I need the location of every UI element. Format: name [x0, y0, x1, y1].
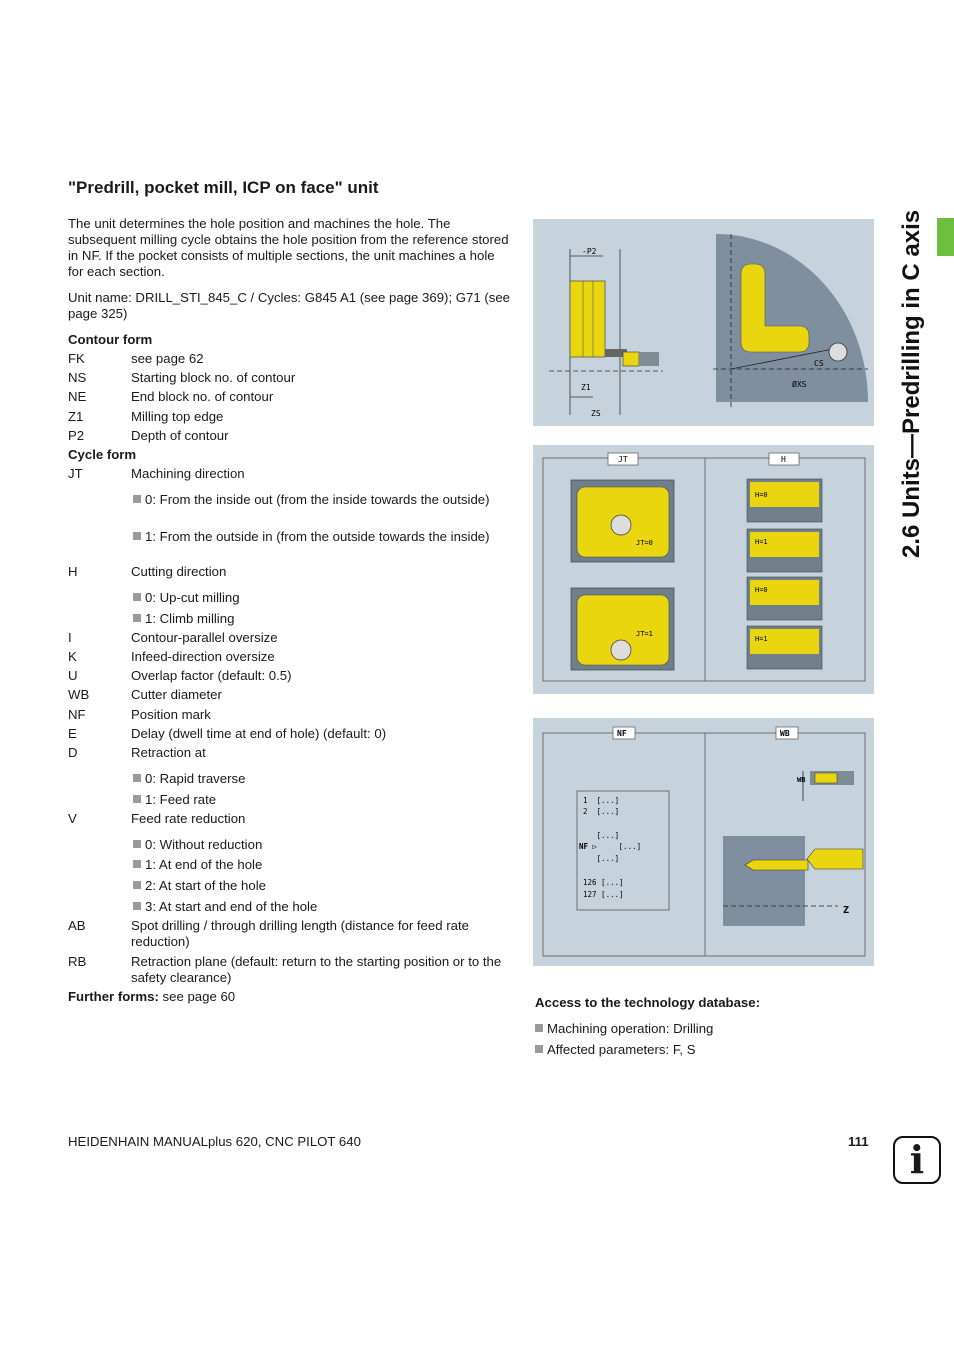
- bullet-square-icon: [133, 860, 141, 868]
- option-text: 1: From the outside in (from the outside towards the inside): [145, 529, 490, 544]
- label-p2: -P2: [582, 247, 597, 256]
- position-mark-diagram: [533, 718, 874, 966]
- param-value: Depth of contour: [131, 428, 229, 443]
- bullet-square-icon: [133, 774, 141, 782]
- param-value: Overlap factor (default: 0.5): [131, 668, 292, 683]
- program-line: 1 [...]: [583, 796, 620, 805]
- option-item: [133, 529, 493, 545]
- param-value: Feed rate reduction: [131, 811, 246, 826]
- program-line: 127 [...]: [583, 890, 624, 899]
- label-z1: Z1: [581, 383, 591, 392]
- bullet-square-icon: [133, 593, 141, 601]
- figure-position-mark: [533, 718, 874, 966]
- label-h1-top: H=1: [755, 538, 768, 546]
- label-jt0: JT=0: [636, 539, 653, 547]
- bullet-square-icon: [133, 614, 141, 622]
- footer-text: HEIDENHAIN MANUALplus 620, CNC PILOT 640: [68, 1134, 361, 1149]
- option-text: 3: At start and end of the hole: [145, 899, 318, 914]
- param-value: see page 62: [131, 351, 204, 366]
- label-nf: NF: [617, 729, 627, 738]
- param-key: AB: [68, 918, 86, 933]
- section-heading: "Predrill, pocket mill, ICP on face" unit: [68, 178, 379, 197]
- program-line: [...]: [605, 842, 642, 851]
- cycle-form-heading: Cycle form: [68, 447, 137, 462]
- bullet-square-icon: [133, 902, 141, 910]
- option-item: [133, 837, 493, 853]
- option-text: 0: Up-cut milling: [145, 590, 240, 605]
- further-forms-ref: see page 60: [158, 989, 236, 1004]
- param-value: Retraction plane (default: return to the starting position or to the safety clearance): [131, 954, 502, 985]
- label-h: H: [781, 455, 786, 464]
- contour-form-heading: Contour form: [68, 332, 153, 347]
- label-h0-top: H=0: [755, 491, 768, 499]
- access-item: [535, 1042, 696, 1057]
- label-h1-bottom: H=1: [755, 635, 768, 643]
- access-item-text: Affected parameters: F, S: [547, 1042, 696, 1057]
- option-text: 0: Without reduction: [145, 837, 263, 852]
- option-text: 1: At end of the hole: [145, 857, 263, 872]
- chapter-side-title: 2.6 Units—Predrilling in C axis: [898, 209, 925, 558]
- contour-diagram: [533, 219, 874, 426]
- label-cs: CS: [814, 359, 824, 368]
- option-text: 1: Feed rate: [145, 792, 217, 807]
- info-icon: [893, 1136, 941, 1184]
- param-key: WB: [68, 687, 90, 702]
- label-zs: ZS: [591, 409, 601, 418]
- figure-machining-direction: [533, 445, 874, 694]
- param-key: NE: [68, 389, 87, 404]
- param-key: H: [68, 564, 78, 579]
- param-key: V: [68, 811, 77, 826]
- param-value: End block no. of contour: [131, 389, 274, 404]
- param-value: Cutting direction: [131, 564, 227, 579]
- param-value: Retraction at: [131, 745, 206, 760]
- option-text: 1: Climb milling: [145, 611, 235, 626]
- param-value: Starting block no. of contour: [131, 370, 296, 385]
- access-item-text: Machining operation: Drilling: [547, 1021, 714, 1036]
- option-item: [133, 899, 493, 915]
- param-value: Delay (dwell time at end of hole) (default: 0): [131, 726, 387, 741]
- param-value: Contour-parallel oversize: [131, 630, 278, 645]
- option-item: [133, 492, 493, 508]
- option-item: [133, 878, 493, 894]
- figure-contour-geometry: [533, 219, 874, 426]
- param-key: U: [68, 668, 78, 683]
- param-value: Spot drilling / through drilling length (distance for feed rate reduction): [131, 918, 469, 949]
- bullet-square-icon: [535, 1024, 543, 1032]
- option-text: 2: At start of the hole: [145, 878, 266, 893]
- program-line: 2 [...]: [583, 807, 620, 816]
- info-icon-glyph: i: [909, 1137, 925, 1182]
- param-key: RB: [68, 954, 87, 969]
- program-line: 126 [...]: [583, 878, 624, 887]
- param-value: Machining direction: [131, 466, 245, 481]
- bullet-square-icon: [133, 840, 141, 848]
- program-line: [...]: [583, 854, 620, 863]
- param-key: JT: [68, 466, 83, 481]
- param-key: I: [68, 630, 72, 645]
- bullet-square-icon: [133, 881, 141, 889]
- param-key: D: [68, 745, 78, 760]
- param-value: Position mark: [131, 707, 211, 722]
- param-key: K: [68, 649, 77, 664]
- param-value: Infeed-direction oversize: [131, 649, 275, 664]
- option-text: 0: Rapid traverse: [145, 771, 246, 786]
- param-key: NF: [68, 707, 86, 722]
- option-item: [133, 771, 493, 787]
- label-jt1: JT=1: [636, 630, 653, 638]
- param-key: NS: [68, 370, 87, 385]
- further-forms-label: Further forms:: [68, 989, 159, 1004]
- chapter-tab-marker: [937, 218, 954, 256]
- param-key: E: [68, 726, 77, 741]
- param-key: FK: [68, 351, 85, 366]
- option-item: [133, 792, 493, 808]
- option-text: 0: From the inside out (from the inside towards the outside): [145, 492, 490, 507]
- nf-pointer: NF ▷: [579, 842, 598, 851]
- option-item: [133, 590, 493, 606]
- further-forms: [68, 989, 235, 1004]
- option-item: [133, 857, 493, 873]
- unit-name-paragraph: Unit name: DRILL_STI_845_C / Cycles: G845 A1 (see page 369); G71 (see page 325): [68, 290, 511, 321]
- label-z-axis: Z: [843, 905, 850, 916]
- label-h0-bottom: H=0: [755, 586, 768, 594]
- bullet-square-icon: [133, 795, 141, 803]
- param-key: Z1: [68, 409, 84, 424]
- option-item: [133, 611, 493, 627]
- access-heading: Access to the technology database:: [535, 995, 760, 1010]
- page-number: 111: [848, 1134, 869, 1149]
- intro-paragraph: The unit determines the hole position and machines the hole. The subsequent milling cycle obtains the hole position from the reference stored in NF. If the pocket consists of multiple sections, the unit machines a hole for each section.: [68, 216, 509, 279]
- param-value: Cutter diameter: [131, 687, 222, 702]
- program-line: [...]: [583, 831, 620, 840]
- label-wb-dim: WB: [797, 776, 806, 784]
- bullet-square-icon: [133, 495, 141, 503]
- label-jt: JT: [618, 455, 628, 464]
- param-value: Milling top edge: [131, 409, 224, 424]
- access-item: [535, 1021, 713, 1036]
- bullet-square-icon: [133, 532, 141, 540]
- bullet-square-icon: [535, 1045, 543, 1053]
- direction-diagram: [533, 445, 874, 694]
- param-key: P2: [68, 428, 85, 443]
- label-xs: ØXS: [792, 380, 807, 389]
- label-wb: WB: [780, 729, 790, 738]
